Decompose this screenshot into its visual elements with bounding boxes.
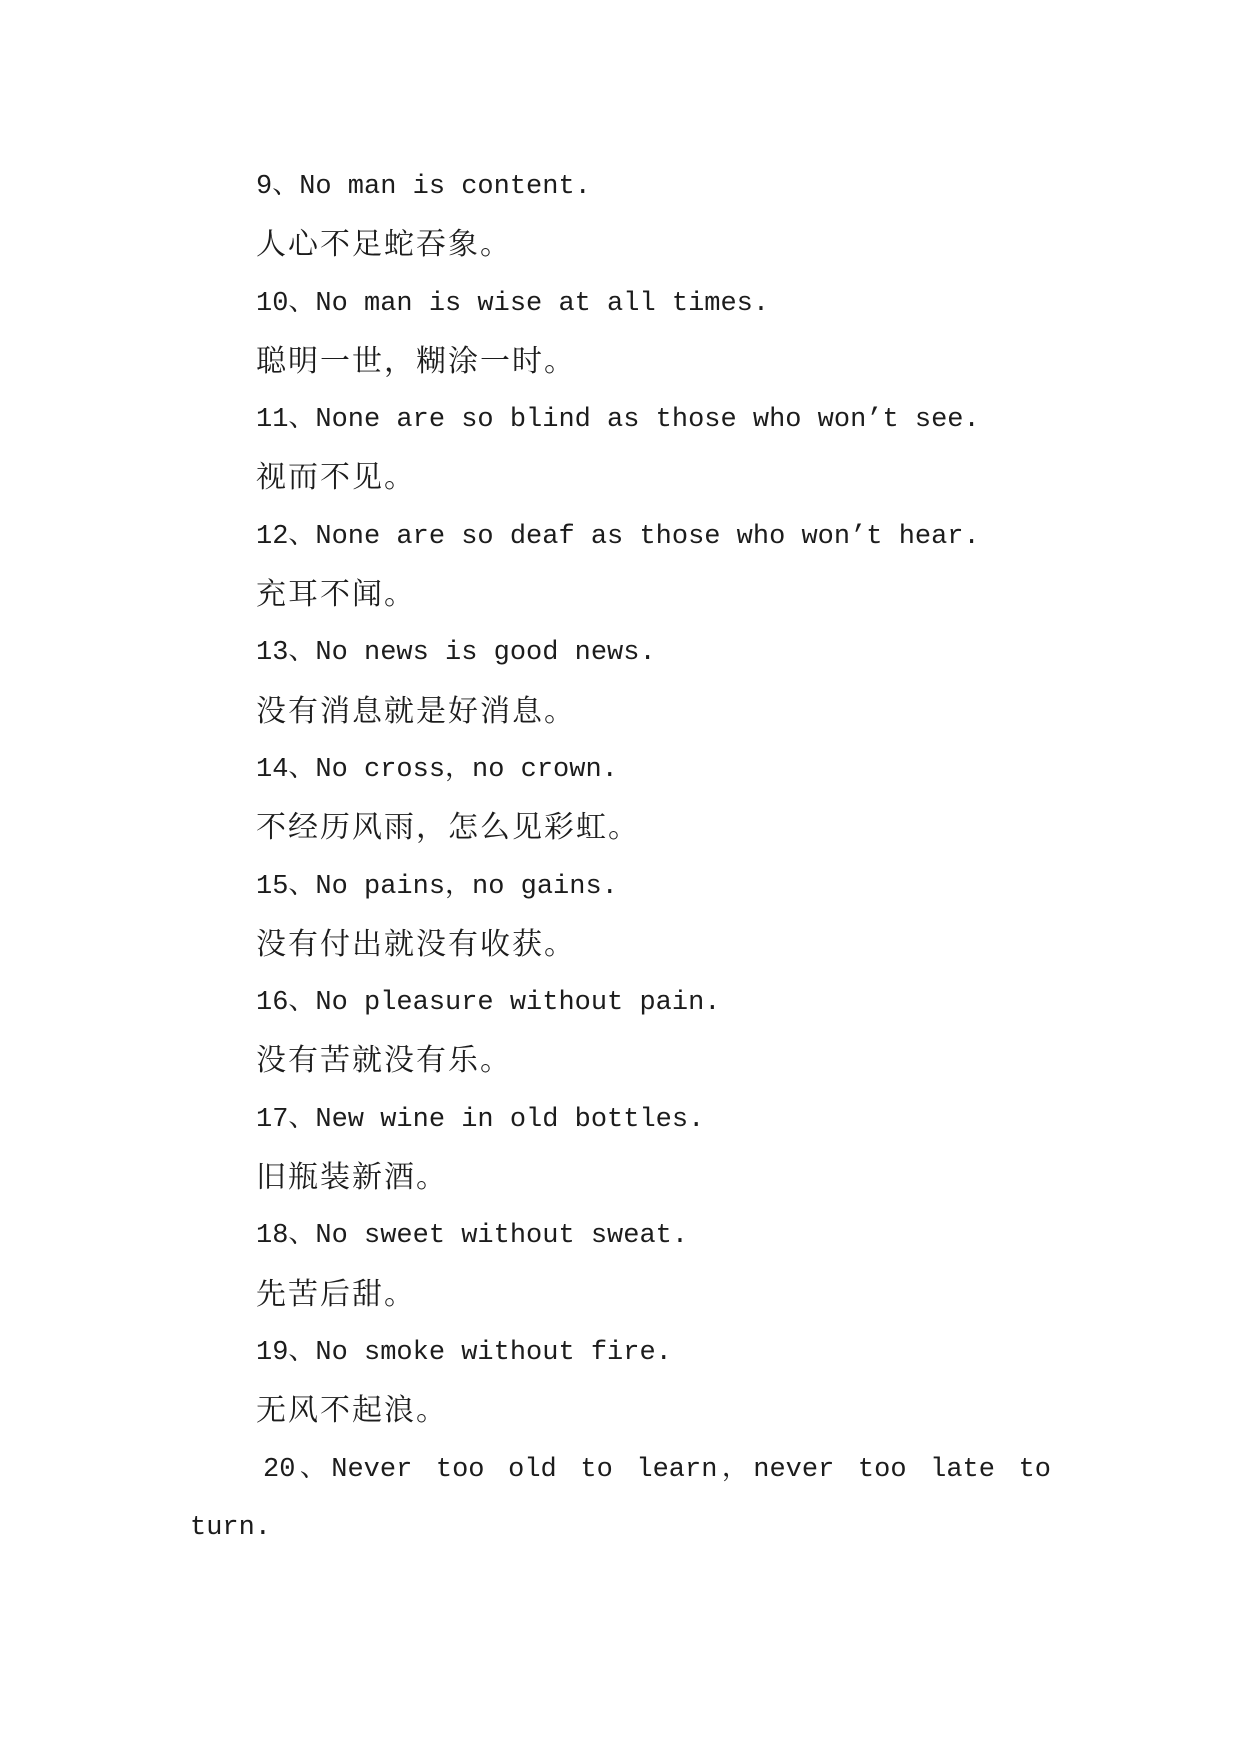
proverb-item [190,275,1051,392]
proverb-item [190,741,1051,858]
proverb-english: 19、No smoke without fire. [256,1337,672,1368]
proverb-english: 13、No news is good news. [256,638,656,669]
proverb-item [190,508,1051,625]
proverb-chinese: 旧瓶装新酒。 [256,1160,448,1196]
proverb-chinese: 无风不起浪。 [256,1393,448,1429]
proverb-english: 20、Never too old to learn，never too late to turn. [190,1454,1051,1543]
proverb-chinese: 没有苦就没有乐。 [256,1043,512,1079]
proverb-english: 15、No pains，no gains. [256,871,618,902]
proverb-item [190,1324,1051,1441]
proverb-item [190,624,1051,741]
proverb-item [190,1091,1051,1208]
proverb-english: 11、None are so blind as those who won’t see. [256,405,980,436]
proverb-english: 10、No man is wise at all times. [256,288,770,319]
proverb-english: 17、New wine in old bottles. [256,1104,705,1135]
proverb-item [190,974,1051,1091]
proverb-chinese: 视而不见。 [256,460,416,496]
proverb-chinese: 没有消息就是好消息。 [256,693,576,729]
proverb-english: 12、None are so deaf as those who won’t hear. [256,521,980,552]
proverb-english: 18、No sweet without sweat. [256,1221,689,1252]
proverb-item [190,858,1051,975]
proverb-english: 16、No pleasure without pain. [256,988,721,1019]
proverb-item [190,1207,1051,1324]
proverb-item [190,391,1051,508]
proverb-english: 14、No cross，no crown. [256,754,618,785]
proverb-chinese: 先苦后甜。 [256,1276,416,1312]
proverb-english: 9、No man is content. [256,172,591,202]
proverb-chinese: 人心不足蛇吞象。 [256,227,512,263]
proverb-item [190,1441,1051,1558]
proverb-item [190,158,1051,275]
proverb-chinese: 不经历风雨，怎么见彩虹。 [256,810,640,846]
proverb-chinese: 充耳不闻。 [256,577,416,613]
proverb-chinese: 没有付出就没有收获。 [256,926,576,962]
proverb-chinese: 聪明一世，糊涂一时。 [256,343,576,379]
proverb-list [190,158,1051,1557]
